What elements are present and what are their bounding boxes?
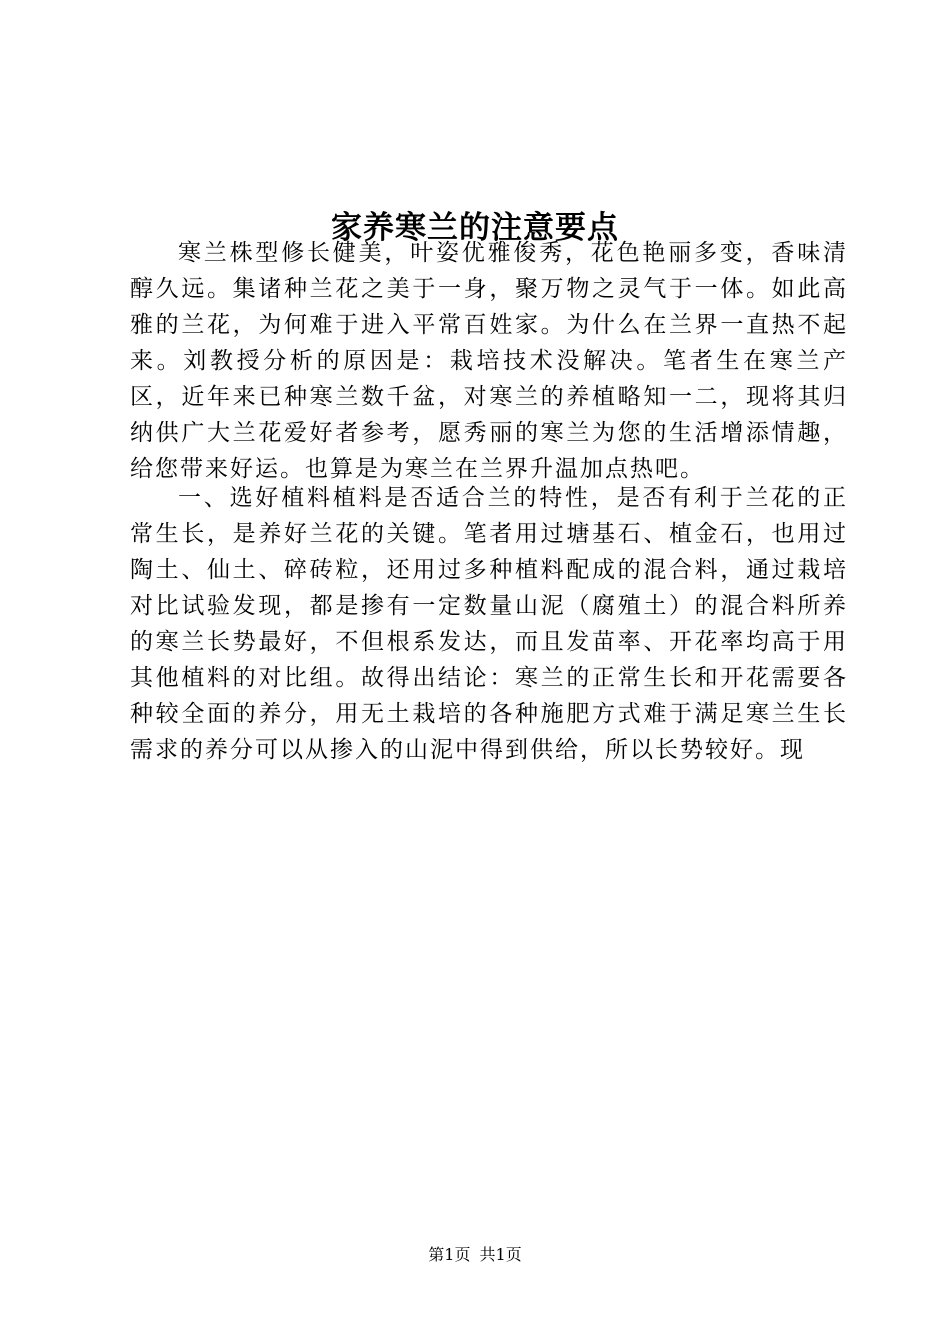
page-number-current: 第1页 bbox=[428, 1245, 471, 1264]
page-number-total: 共1页 bbox=[479, 1245, 522, 1264]
body-paragraph-2: 一、选好植料植料是否适合兰的特性，是否有利于兰花的正常生长，是养好兰花的关键。笔者用过塘基石、植金石，也用过陶土、仙土、碎砖粒，还用过多种植料配成的混合料，通过栽培对比试验发现，都是掺有一定数量山泥（腐殖土）的混合料所养的寒兰长势最好，不但根系发达，而且发苗率、开花率均高于用其他植料的对比组。故得出结论：寒兰的正常生长和开花需要各种较全面的养分，用无土栽培的各种施肥方式难于满足寒兰生长需求的养分可以从掺入的山泥中得到供给，所以长势较好。现 bbox=[130, 485, 848, 763]
document-title: 家养寒兰的注意要点 bbox=[331, 209, 619, 246]
page-footer bbox=[0, 1244, 950, 1266]
body-paragraph-1: 寒兰株型修长健美，叶姿优雅俊秀，花色艳丽多变，香味清醇久远。集诸种兰花之美于一身，聚万物之灵气于一体。如此高雅的兰花，为何难于进入平常百姓家。为什么在兰界一直热不起来。刘教授分析的原因是：栽培技术没解决。笔者生在寒兰产区，近年来已种寒兰数千盆，对寒兰的养植略知一二，现将其归纳供广大兰花爱好者参考，愿秀丽的寒兰为您的生活增添情趣，给您带来好运。也算是为寒兰在兰界升温加点热吧。 bbox=[130, 240, 848, 482]
